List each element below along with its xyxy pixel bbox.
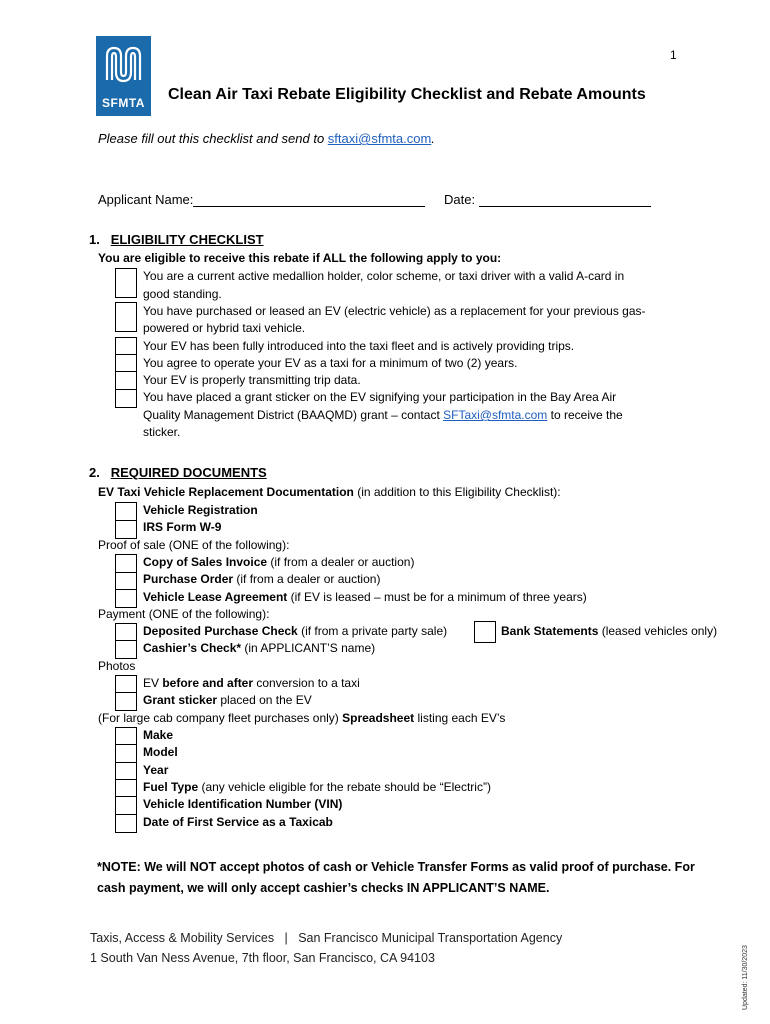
section2-number: 2. (89, 465, 100, 480)
fleet-line (98, 710, 505, 727)
updated-stamp: Updated: 11/30/2023 (742, 945, 749, 1010)
vin-label: Vehicle Identification Number (VIN) (143, 797, 343, 811)
photo1-bold: before and after (162, 676, 254, 690)
email-link[interactable]: sftaxi@sfmta.com (327, 131, 432, 146)
checkbox-vehicle-registration[interactable] (115, 502, 137, 521)
section2-title: REQUIRED DOCUMENTS (110, 465, 267, 480)
eligibility-item: You have purchased or leased an EV (electric vehicle) as a replacement for your previous gas- (143, 304, 646, 318)
photos-label: Photos (98, 659, 136, 673)
note-line-2: cash payment, we will only accept cashier’s checks IN APPLICANT’S NAME. (97, 881, 550, 895)
contact-suffix: to receive the (547, 408, 623, 422)
sales-invoice-note: (if from a dealer or auction) (267, 555, 415, 569)
year-label: Year (143, 763, 169, 777)
bank-statements-title: Bank Statements (501, 624, 599, 638)
photo1-rest: conversion to a taxi (253, 676, 360, 690)
instructions-text: Please fill out this checklist and send to (98, 131, 328, 146)
section1-number: 1. (89, 232, 100, 247)
applicant-name-row (98, 192, 425, 207)
footer-separator: | (284, 931, 288, 945)
checkbox-model[interactable] (115, 744, 137, 763)
checkbox-grant-sticker[interactable] (115, 389, 137, 408)
section1-heading (89, 232, 264, 247)
deposited-check-line (143, 623, 447, 640)
instructions (98, 131, 435, 146)
irs-form-label: IRS Form W-9 (143, 520, 222, 534)
bank-statements-line (501, 623, 717, 640)
cashiers-check-note: (in APPLICANT’S name) (241, 641, 376, 655)
sales-invoice-line (143, 554, 414, 571)
footer-division: Taxis, Access & Mobility Services (90, 931, 275, 945)
ev-doc-line (98, 484, 561, 501)
eligibility-item: good standing. (143, 287, 222, 301)
contact-text: Quality Management District (BAAQMD) grant – contact (143, 408, 444, 422)
lease-title: Vehicle Lease Agreement (143, 590, 288, 604)
date-row (444, 192, 651, 207)
eligibility-item: sticker. (143, 425, 181, 439)
fleet-rest: listing each EV’s (414, 711, 506, 725)
instructions-suffix: . (431, 131, 435, 146)
lease-line (143, 589, 587, 606)
make-label: Make (143, 728, 174, 742)
fuel-type-line (143, 779, 491, 796)
sales-invoice-title: Copy of Sales Invoice (143, 555, 268, 569)
eligibility-item: You have placed a grant sticker on the EV signifying your participation in the Bay Area Air (143, 390, 617, 404)
ev-doc-title: EV Taxi Vehicle Replacement Documentation (98, 485, 354, 499)
fuel-type-title: Fuel Type (143, 780, 199, 794)
checkbox-cashiers-check[interactable] (115, 640, 137, 659)
photo1-prefix: EV (143, 676, 163, 690)
model-label: Model (143, 745, 178, 759)
photo-before-after-line (143, 675, 360, 692)
date-field[interactable] (479, 193, 651, 207)
eligibility-item: You are a current active medallion holder, color scheme, or taxi driver with a valid A-card in (143, 269, 625, 283)
eligibility-item: Your EV is properly transmitting trip data. (143, 373, 361, 387)
proof-of-sale-label: Proof of sale (ONE of the following): (98, 538, 290, 552)
eligibility-item: Your EV has been fully introduced into the taxi fleet and is actively providing trips. (143, 339, 575, 353)
checkbox-vin[interactable] (115, 796, 137, 815)
applicant-name-field[interactable] (193, 193, 425, 207)
deposited-check-title: Deposited Purchase Check (143, 624, 298, 638)
footer-address: 1 South Van Ness Avenue, 7th floor, San Francisco, CA 94103 (90, 951, 435, 965)
purchase-order-note: (if from a dealer or auction) (233, 572, 381, 586)
checkbox-first-service[interactable] (115, 814, 137, 833)
first-service-label: Date of First Service as a Taxicab (143, 815, 333, 829)
page-number: 1 (670, 48, 677, 62)
date-label: Date: (444, 192, 476, 207)
cashiers-check-line (143, 640, 375, 657)
sfmta-logo (96, 36, 151, 116)
checkbox-bank-statements[interactable] (474, 621, 496, 643)
eligibility-item: You agree to operate your EV as a taxi for a minimum of two (2) years. (143, 356, 518, 370)
footer-agency: San Francisco Municipal Transportation Agency (298, 931, 563, 945)
deposited-check-note: (if from a private party sale) (297, 624, 448, 638)
section2-heading (89, 465, 267, 480)
purchase-order-title: Purchase Order (143, 572, 234, 586)
eligibility-item: powered or hybrid taxi vehicle. (143, 321, 306, 335)
fleet-prefix: (For large cab company fleet purchases only) (98, 711, 343, 725)
ev-doc-note: (in addition to this Eligibility Checklist): (353, 485, 561, 499)
photo2-bold: Grant sticker (143, 693, 218, 707)
logo-text: SFMTA (102, 96, 145, 110)
section1-title: ELIGIBILITY CHECKLIST (110, 232, 264, 247)
bank-statements-note: (leased vehicles only) (598, 624, 718, 638)
page-title: Clean Air Taxi Rebate Eligibility Checklist and Rebate Amounts (168, 86, 646, 103)
cashiers-check-title: Cashier’s Check* (143, 641, 242, 655)
checkbox-medallion[interactable] (115, 268, 137, 298)
footer-line-1 (90, 931, 562, 945)
sfmta-worm-icon (104, 44, 143, 84)
applicant-name-label: Applicant Name: (98, 192, 194, 207)
checkbox-sales-invoice[interactable] (115, 554, 137, 573)
payment-label: Payment (ONE of the following): (98, 607, 270, 621)
purchase-note (97, 857, 697, 899)
fuel-type-note: (any vehicle eligible for the rebate should be “Electric”) (198, 780, 491, 794)
eligibility-item-contact (143, 407, 623, 424)
lease-note: (if EV is leased – must be for a minimum of three years) (287, 590, 587, 604)
fleet-bold: Spreadsheet (342, 711, 415, 725)
purchase-order-line (143, 571, 380, 588)
sftaxi-email-link[interactable]: SFTaxi@sfmta.com (443, 408, 548, 422)
checkbox-ev-replacement[interactable] (115, 302, 137, 332)
checkbox-trip-data[interactable] (115, 371, 137, 390)
section1-intro: You are eligible to receive this rebate if ALL the following apply to you: (98, 251, 502, 265)
checkbox-photo-grant-sticker[interactable] (115, 692, 137, 711)
note-line-1: *NOTE: We will NOT accept photos of cash or Vehicle Transfer Forms as valid proof of purchase. For (97, 860, 695, 874)
vehicle-registration-label: Vehicle Registration (143, 503, 258, 517)
photo-grant-line (143, 692, 312, 709)
photo2-rest: placed on the EV (217, 693, 312, 707)
